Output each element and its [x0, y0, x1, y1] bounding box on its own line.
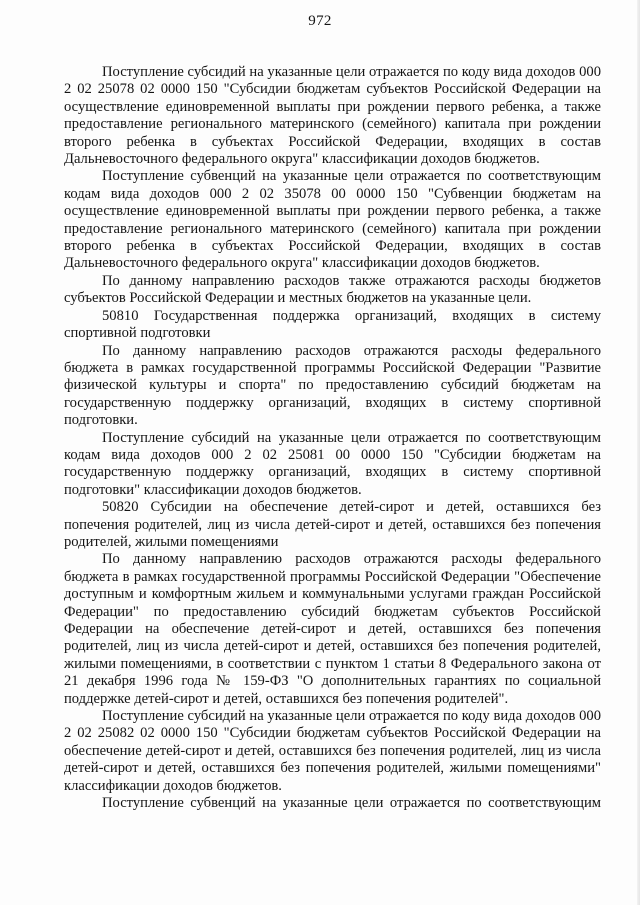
paragraph-subsidy-income-code-25078: Поступление субсидий на указанные цели отражается по коду вида доходов 000 2 02 25078 02 0000 150 "Субсидии бюджетам субъектов Российской Федерации на осуществление единовременной выплаты при рождении первого ребенка, а также предоставление регионального материнского (семейного) капитала при рождении второго ребенка в субъектах Российской Федерации, входящих в состав Дальневосточного федерального округа" классификации доходов бюджетов.: [64, 64, 601, 168]
paragraph-federal-housing-program: По данному направлению расходов отражаются расходы федерального бюджета в рамках государственной программы Российской Федерации "Обеспечение доступным и комфортным жильем и коммунальными услугами граждан Российской Федерации" по предоставлению субсидий бюджетам субъектов Российской Федерации на обеспечение детей-сирот и детей, оставшихся без попечения родителей, лиц из числа детей-сирот и детей, оставшихся без попечения родителей, жилыми помещениями, в соответствии с пунктом 1 статьи 8 Федерального закона от 21 декабря 1996 года № 159-ФЗ "О дополнительных гарантиях по социальной поддержке детей-сирот и детей, оставшихся без попечения родителей".: [64, 551, 601, 707]
paragraph-subsidy-income-code-25082: Поступление субсидий на указанные цели отражается по коду вида доходов 000 2 02 25082 02 0000 150 "Субсидии бюджетам субъектов Российской Федерации на обеспечение детей-сирот и детей, оставшихся без попечения родителей, лиц из числа детей-сирот и детей, оставшихся без попечения родителей, жилыми помещениями" классификации доходов бюджетов.: [64, 708, 601, 794]
paragraph-subsidy-income-code-25081: Поступление субсидий на указанные цели отражается по соответствующим кодам вида доходов 000 2 02 25081 00 0000 150 "Субсидии бюджетам на государственную поддержку организаций, входящих в систему спортивной подготовки" классификации доходов бюджетов.: [64, 429, 601, 498]
paragraph-regional-local-budgets: По данному направлению расходов также отражаются расходы бюджетов субъектов Российской Федерации и местных бюджетов на указанные цели.: [64, 272, 601, 307]
paragraph-subvention-continued: Поступление субвенций на указанные цели отражается по соответствующим: [102, 795, 601, 812]
paragraph-subvention-income-code-35078: Поступление субвенций на указанные цели отражается по соответствующим кодам вида доходов 000 2 02 35078 00 0000 150 "Субвенции бюджетам на осуществление единовременной выплаты при рождении первого ребенка, а также предоставление регионального материнского (семейного) капитала при рождении второго ребенка в субъектах Российской Федерации, входящих в состав Дальневосточного федерального округа" классификации доходов бюджетов.: [64, 168, 601, 272]
page-number: 972: [308, 13, 332, 29]
paragraph-federal-sport-program: По данному направлению расходов отражаются расходы федерального бюджета в рамках государственной программы Российской Федерации "Развитие физической культуры и спорта" по предоставлению субсидий бюджетам на государственную поддержку организаций, входящих в систему спортивной подготовки.: [64, 342, 601, 429]
document-body: [64, 64, 601, 812]
section-heading-50810: 50810 Государственная поддержка организаций, входящих в систему спортивной подготовки: [64, 307, 601, 342]
section-heading-50820: 50820 Субсидии на обеспечение детей-сирот и детей, оставшихся без попечения родителей, лиц из числа детей-сирот и детей, оставшихся без попечения родителей, жилыми помещениями: [64, 499, 601, 550]
